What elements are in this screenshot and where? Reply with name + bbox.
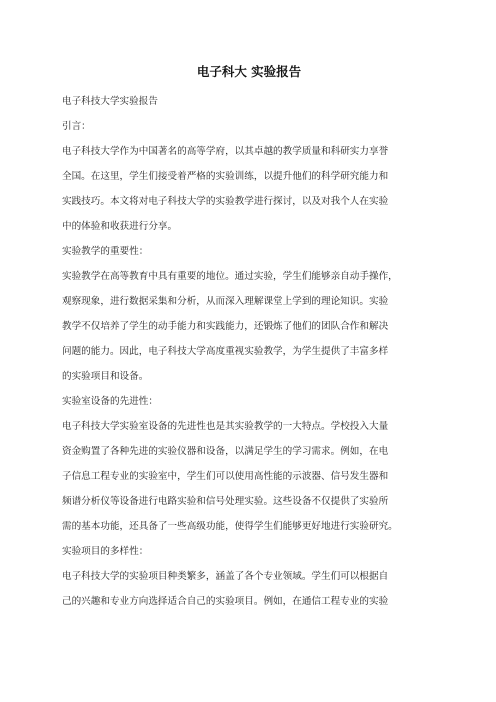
paragraph-line: 全国。在这里，学生们接受着严格的实验训练，以提升他们的科学研究能力和: [62, 171, 389, 182]
document-title: 电子科大 实验报告: [196, 64, 302, 79]
paragraph-line: 的实验项目和设备。: [62, 371, 149, 382]
paragraph-line: 中的体验和收获进行分享。: [62, 221, 178, 232]
section-heading-intro: 引言：: [62, 121, 91, 132]
paragraph-line: 电子科技大学作为中国著名的高等学府，以其卓越的教学质量和科研实力享誉: [62, 146, 389, 157]
paragraph-line: 资金购置了各种先进的实验仪器和设备，以满足学生的学习需求。例如，在电: [62, 446, 389, 457]
paragraph-line: 观察现象，进行数据采集和分析，从而深入理解课堂上学到的理论知识。实验: [62, 296, 389, 307]
paragraph-line: 实践技巧。本文将对电子科技大学的实验教学进行探讨，以及对我个人在实验: [62, 196, 389, 207]
paragraph-line: 教学不仅培养了学生的动手能力和实践能力，还锻炼了他们的团队合作和解决: [62, 321, 389, 332]
report-heading: 电子科技大学实验报告: [62, 96, 158, 107]
paragraph-line: 问题的能力。因此，电子科技大学高度重视实验教学，为学生提供了丰富多样: [62, 346, 389, 357]
paragraph-line: 电子科技大学实验室设备的先进性也是其实验教学的一大特点。学校投入大量: [62, 421, 389, 432]
section-heading-diversity: 实验项目的多样性：: [62, 546, 149, 557]
paragraph-line: 实验教学在高等教育中具有重要的地位。通过实验，学生们能够亲自动手操作，: [62, 271, 398, 282]
paragraph-line: 电子科技大学的实验项目种类繁多，涵盖了各个专业领域。学生们可以根据自: [62, 571, 389, 582]
paragraph-line: 己的兴趣和专业方向选择适合自己的实验项目。例如，在通信工程专业的实验: [62, 596, 389, 607]
section-heading-equipment: 实验室设备的先进性：: [62, 396, 158, 407]
paragraph-line: 频谱分析仪等设备进行电路实验和信号处理实验。这些设备不仅提供了实验所: [62, 496, 389, 507]
paragraph-line: 需的基本功能，还具备了一些高级功能，使得学生们能够更好地进行实验研究。: [62, 521, 398, 532]
paragraph-line: 子信息工程专业的实验室中，学生们可以使用高性能的示波器、信号发生器和: [62, 471, 389, 482]
section-heading-importance: 实验教学的重要性：: [62, 246, 149, 257]
